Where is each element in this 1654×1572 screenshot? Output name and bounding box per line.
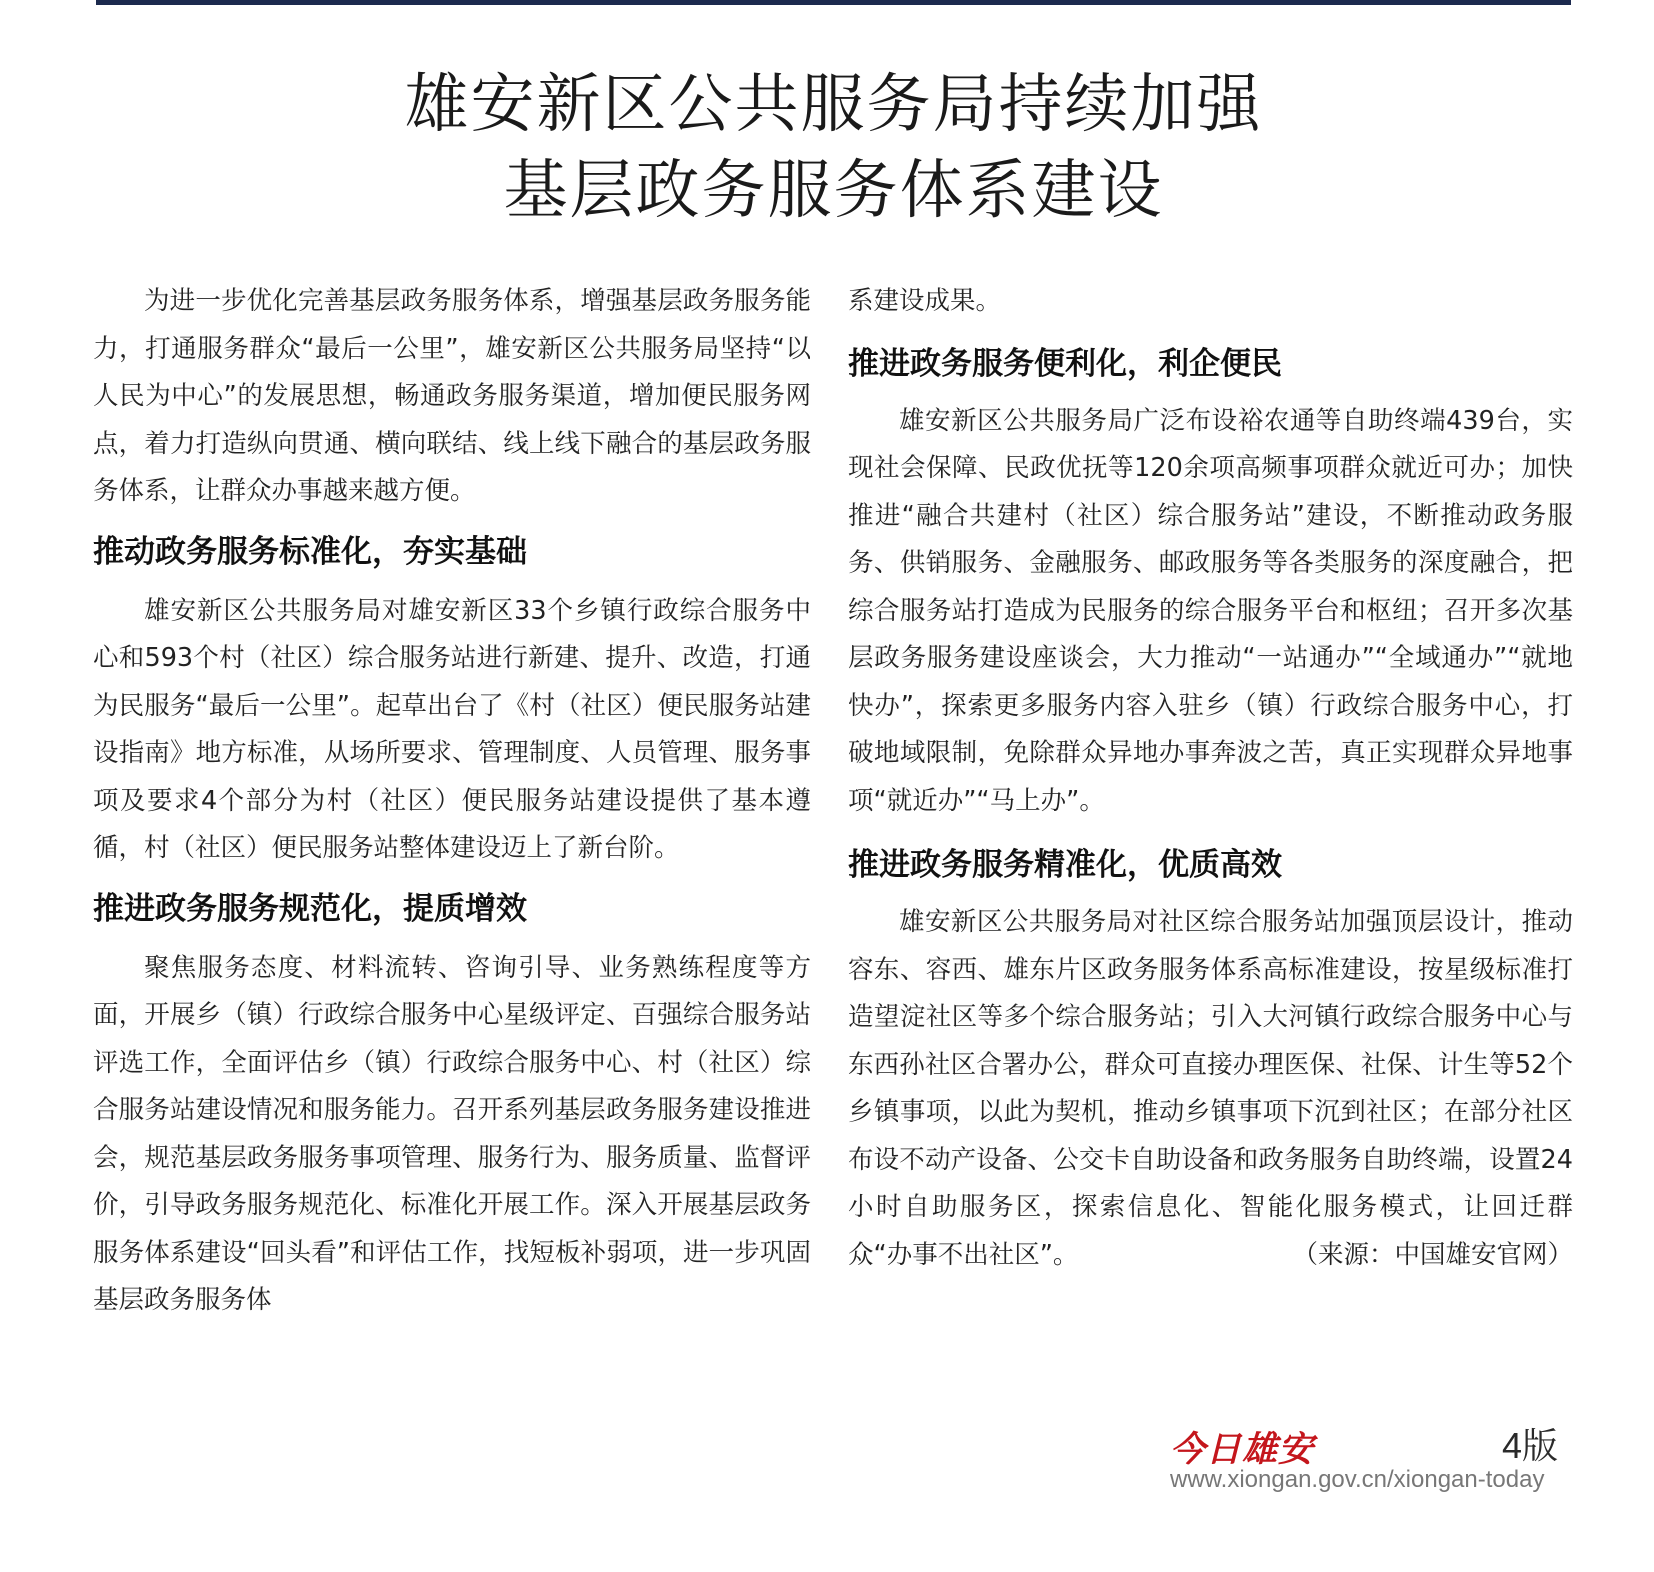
section-body-precision [848,899,1573,1279]
section-heading-convenience: 推进政务服务便利化，利企便民 [848,345,1282,382]
title-line-2: 基层政务服务体系建设 [503,154,1164,228]
article-title [96,62,1571,234]
continued-paragraph: 系建设成果。 [848,286,1002,316]
section-heading-precision: 推进政务服务精准化，优质高效 [848,847,1282,883]
footer-url: www.xiongan.gov.cn/xiongan-today [1170,1466,1545,1493]
intro-paragraph: 为进一步优化完善基层政务服务体系，增强基层政务服务能力，打通服务群众“最后一公里”，雄安新区公共服务局坚持“以人民为中心”的发展思想，畅通政务服务渠道，增加便民服务网点，着力打造纵向贯通、横向联结、线上线下融合的基层政务服务体系，让群众办事越来越方便。 [93,286,811,506]
section-body-regulation: 聚焦服务态度、材料流转、咨询引导、业务熟练程度等方面，开展乡（镇）行政综合服务中心星级评定、百强综合服务站评选工作，全面评估乡（镇）行政综合服务中心、村（社区）综合服务站建设情况和服务能力。召开系列基层政务服务建设推进会，规范基层政务服务事项管理、服务行为、服务质量、监督评价，引导政务服务规范化、标准化开展工作。深入开展基层政务服务体系建设“回头看”和评估工作，找短板补弱项，进一步巩固基层政务服务体 [93,952,811,1315]
top-rule [96,0,1571,5]
right-column [848,278,1573,1279]
source-credit: （来源：中国雄安官网） [1292,1239,1573,1270]
section-body-standardization: 雄安新区公共服务局对雄安新区33个乡镇行政综合服务中心和593个村（社区）综合服务站进行新建、提升、改造，打通为民服务“最后一公里”。起草出台了《村（社区）便民服务站建设指南》地方标准，从场所要求、管理制度、人员管理、服务事项及要求4个部分为村（社区）便民服务站建设提供了基本遵循，村（社区）便民服务站整体建设迈上了新台阶。 [93,595,811,863]
newspaper-logo: 今日雄安 [1170,1429,1315,1470]
section-body-precision-text: 雄安新区公共服务局对社区综合服务站加强顶层设计，推动容东、容西、雄东片区政务服务体系高标准建设，按星级标准打造望淀社区等多个综合服务站；引入大河镇行政综合服务中心与东西孙社区合署办公，群众可直接办理医保、社保、计生等52个乡镇事项，以此为契机，推动乡镇事项下沉到社区；在部分社区布设不动产设备、公交卡自助设备和政务服务自助终端，设置24小时自助服务区，探索信息化、智能化服务模式，让回迁群众“办事不出社区”。 [848,907,1573,1270]
section-heading-regulation: 推进政务服务规范化，提质增效 [93,890,527,927]
page-number: 4版 [1502,1425,1559,1466]
title-line-1: 雄安新区公共服务局持续加强 [404,68,1263,142]
left-column [93,278,811,1325]
section-heading-standardization: 推动政务服务标准化，夯实基础 [93,533,527,570]
section-body-convenience: 雄安新区公共服务局广泛布设裕农通等自助终端439台，实现社会保障、民政优抚等120余项高频事项群众就近可办；加快推进“融合共建村（社区）综合服务站”建设，不断推动政务服务、供销服务、金融服务、邮政服务等各类服务的深度融合，把综合服务站打造成为民服务的综合服务平台和枢纽；召开多次基层政务服务建设座谈会，大力推动“一站通办”“全域通办”“就地快办”，探索更多服务内容入驻乡（镇）行政综合服务中心，打破地域限制，免除群众异地办事奔波之苦，真正实现群众异地事项“就近办”“马上办”。 [848,405,1573,816]
